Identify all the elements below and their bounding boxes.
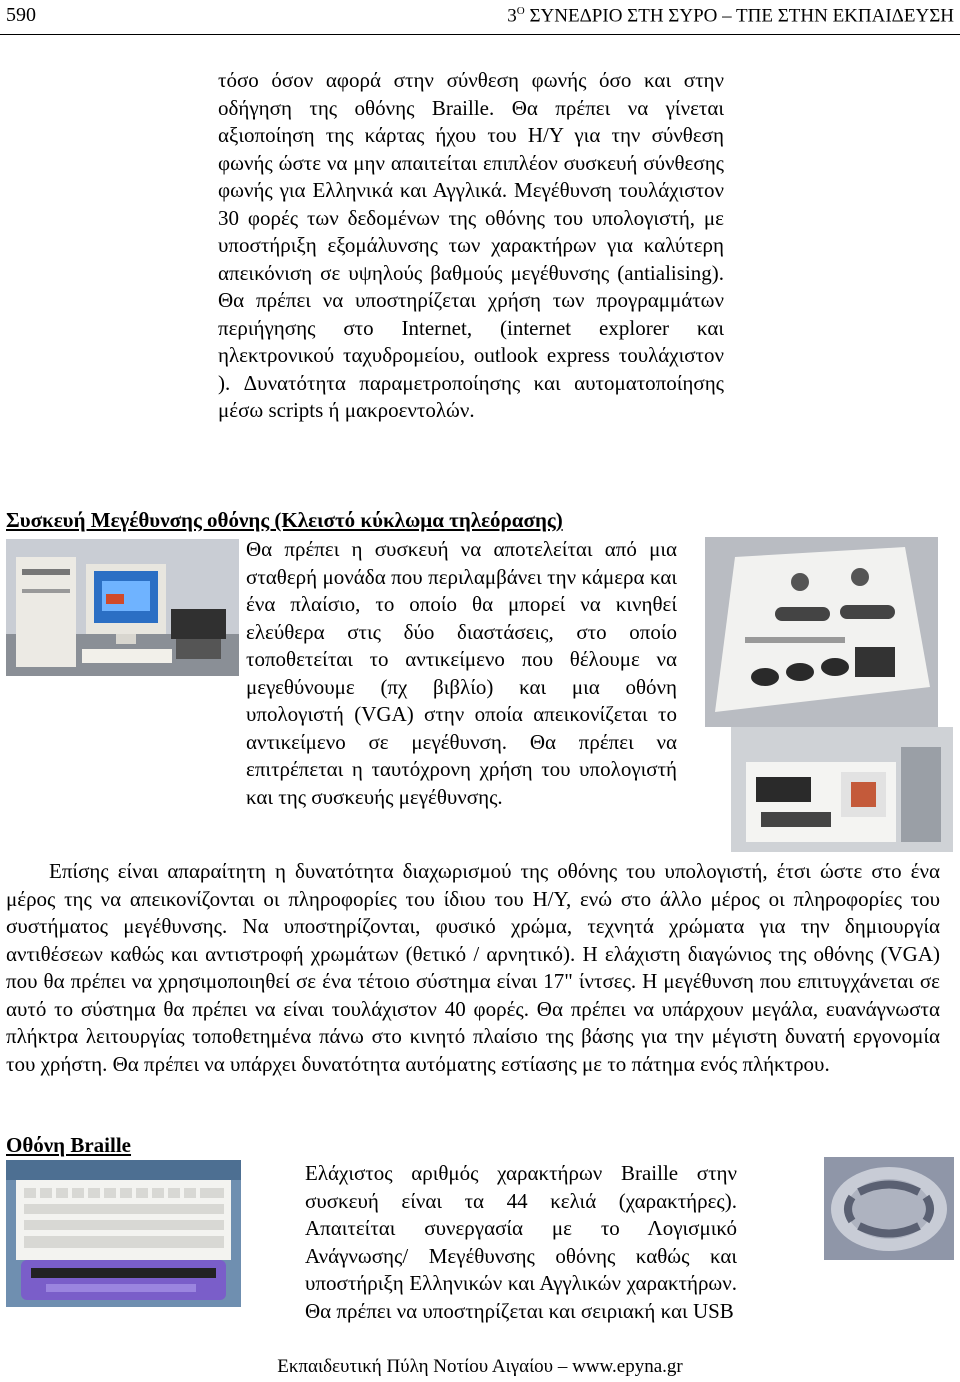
running-title: $3^O$ ΣΥΝΕΔΡΙΟ ΣΤΗ ΣΥΡΟ – ΤΠΕ ΣΤΗΝ ΕΚΠΑΙΔΕΥΣΗ bbox=[507, 5, 954, 27]
magnifier-base-photo bbox=[731, 727, 953, 852]
section-heading-magnifier: Συσκευή Μεγέθυνσης οθόνης (Κλειστό κύκλωμα τηλεόρασης) bbox=[6, 508, 563, 532]
control-panel-photo bbox=[705, 537, 938, 727]
page-footer: Εκπαιδευτική Πύλη Νοτίου Αιγαίου – www.epyna.gr bbox=[277, 1356, 683, 1377]
magnifier-description: Θα πρέπει η συσκευή να αποτελείται από μια σταθερή μονάδα που περιλαμβάνει την κάμερα και ένα πλαίσιο, το οποίο θα μπορεί να κινηθεί ελεύθερα στις δύο διαστάσεις, στο οποίο τοποθετείται το αντικείμενο που θέλουμε να μεγεθύνουμε (πχ βιβλίο) και μια οθόνη υπολογιστή (VGA) στην οποία απεικονίζεται το αντικείμενο σε μεγέθυνση. Θα πρέπει να επιτρέπεται η ταυτόχρονη χρήση του υπολογιστή και της συσκευής μεγέθυνσης. bbox=[246, 537, 677, 809]
magnifier-requirements: Επίσης είναι απαραίτητη η δυνατότητα διαχωρισμού της οθόνης του υπολογιστή, έτσι ώστε στο ένα μέρος της να απεικονίζονται οι πληροφορίες του ίδιου του Η/Υ, ενώ στο άλλο μέρος οι πληροφορίες του συστήματος μεγέθυνσης. Να υποστηρίζονται, φυσικό χρώμα, τεχνητά χρώματα για την δημιουργία αντιθέσεων καθώς και αντιστροφή χρωμάτων (θετικό / αρνητικό). Η ελάχιστη διαγώνιος της οθόνης (VGA) που θα πρέπει να χρησιμοποιηθεί σε ένα τέτοιο σύστημα είναι 17" ίντσες. Η μεγέθυνση που επιτυγχάνεται σε αυτό το σύστημα θα πρέπει να είναι τουλάχιστον 40 φορές. Θα πρέπει να υπάρχουν μεγάλα, ευανάγνωστα πλήκτρα λειτουργίας τοποθετημένα πάνω στο κινητό πλαίσιο της βάσης για την μέγιστη δυνατή εργονομία του χρήστη. Θα πρέπει να υπάρχει δυνατότητα αυτόματης εστίασης με το πάτημα ενός πλήκτρου. bbox=[6, 859, 940, 1076]
braille-controls-photo bbox=[824, 1157, 954, 1260]
braille-keyboard-photo bbox=[6, 1160, 241, 1307]
section-heading-braille: Οθόνη Braille bbox=[6, 1133, 132, 1157]
braille-description: Ελάχιστος αριθμός χαρακτήρων Braille στην συσκευή είναι τα 44 κελιά (χαρακτήρες). Απαιτείται συνεργασία με το Λογισμικό Ανάγνωσης/ Μεγέθυνσης οθόνης καθώς και υποστήριξη Ελληνικών και Αγγλικών χαρακτήρων. Θα πρέπει να υποστηρίζεται και σειριακή και USB bbox=[305, 1161, 737, 1323]
page-number: 590 bbox=[6, 4, 36, 26]
magnifier-system-photo bbox=[6, 539, 239, 676]
intro-paragraph: τόσο όσον αφορά στην σύνθεση φωνής όσο και στην οδήγηση της οθόνης Braille. Θα πρέπει να γίνεται αξιοποίηση της κάρτας ήχου του Η/Υ για την σύνθεση φωνής ώστε να μην απαιτείται επιπλέον συσκευή σύνθεσης φωνής για Ελληνικά και Αγγλικά. Μεγέθυνση τουλάχιστον 30 φορές των δεδομένων της οθόνης του υπολογιστή, με υποστήριξη εξομάλυνσης των χαρακτήρων για καλύτερη απεικόνιση σε υψηλούς βαθμούς μεγέθυνσης (antialising). Θα πρέπει να υποστηρίζεται χρήση των προγραμμάτων περιήγησης στο Internet, (internet explorer και ηλεκτρονικού ταχυδρομείου, outlook express τουλάχιστον ). Δυνατότητα παραμετροποίησης και αυτοματοποίησης μέσω scripts ή μακροεντολών. bbox=[218, 68, 724, 422]
page-header bbox=[0, 0, 960, 35]
